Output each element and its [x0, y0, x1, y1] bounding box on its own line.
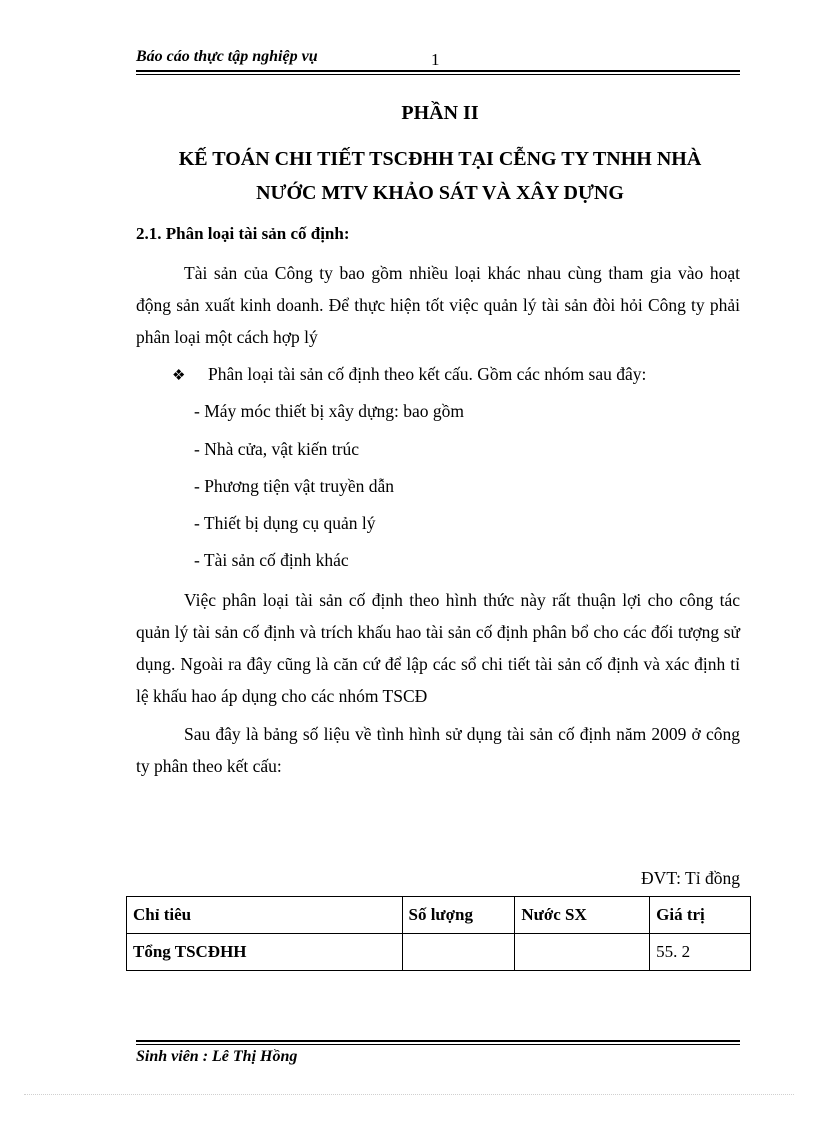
footer-rule	[136, 1040, 740, 1045]
table-header-cell: Số lượng	[402, 897, 515, 934]
bullet-classification	[172, 364, 646, 385]
paragraph-intro	[136, 257, 740, 353]
table-header-cell: Giá trị	[650, 897, 751, 934]
table-header-cell: Nước SX	[515, 897, 650, 934]
paragraph-table-intro-text: Sau đây là bảng số liệu về tình hình sử dụng tài sản cố định năm 2009 ở công ty phân theo kết cấu:	[136, 724, 740, 776]
table-header-row	[127, 897, 751, 934]
table-cell	[402, 934, 515, 971]
list-item: - Tài sản cố định khác	[194, 550, 349, 570]
asset-table	[126, 896, 751, 971]
page-header	[136, 48, 740, 68]
paragraph-benefits	[136, 584, 740, 712]
bullet-text: Phân loại tài sản cố định theo kết cấu. Gồm các nhóm sau đây:	[208, 364, 647, 384]
header-report-title: Báo cáo thực tập nghiệp vụ	[136, 48, 318, 65]
footer-student: Sinh viên : Lê Thị Hồng	[136, 1048, 298, 1065]
header-rule	[136, 70, 740, 75]
paragraph-intro-text: Tài sản của Công ty bao gồm nhiều loại khác nhau cùng tham gia vào hoạt động sản xuất kinh doanh. Để thực hiện tốt việc quản lý tài sản đòi hỏi Công ty phải phân loại một cách hợp lý	[136, 263, 740, 347]
table-cell: Tổng TSCĐHH	[127, 934, 403, 971]
table-cell	[515, 934, 650, 971]
section-heading: 2.1. Phân loại tài sản cố định:	[136, 224, 350, 243]
list-item: - Phương tiện vật truyền dẫn	[194, 476, 395, 496]
part-title: PHẦN II	[401, 102, 479, 124]
table-row	[127, 934, 751, 971]
chapter-title-line-2: NƯỚC MTV KHẢO SÁT VÀ XÂY DỰNG	[256, 182, 624, 204]
page-number: 1	[431, 50, 440, 69]
table-header-cell: Chỉ tiêu	[127, 897, 403, 934]
table-cell: 55. 2	[650, 934, 751, 971]
list-item: - Nhà cửa, vật kiến trúc	[194, 439, 359, 459]
paragraph-table-intro	[136, 718, 740, 782]
list-item: - Máy móc thiết bị xây dựng: bao gồm	[194, 401, 464, 421]
unit-label: ĐVT: Tỉ đồng	[641, 868, 740, 888]
chapter-title-line-1: KẾ TOÁN CHI TIẾT TSCĐHH TẠI CỄNG TY TNHH NHÀ	[178, 148, 702, 170]
page-edge-divider	[24, 1094, 794, 1095]
diamond-bullet-icon: ❖	[172, 368, 186, 384]
paragraph-benefits-text: Việc phân loại tài sản cố định theo hình thức này rất thuận lợi cho công tác quản lý tài sản cố định và trích khấu hao tài sản cố định phân bổ cho các đối tượng sử dụng. Ngoài ra đây cũng là căn cứ để lập các sổ chi tiết tài sản cố định và xác định tỉ lệ khấu hao áp dụng cho các nhóm TSCĐ	[136, 590, 740, 706]
list-item: - Thiết bị dụng cụ quản lý	[194, 513, 376, 533]
